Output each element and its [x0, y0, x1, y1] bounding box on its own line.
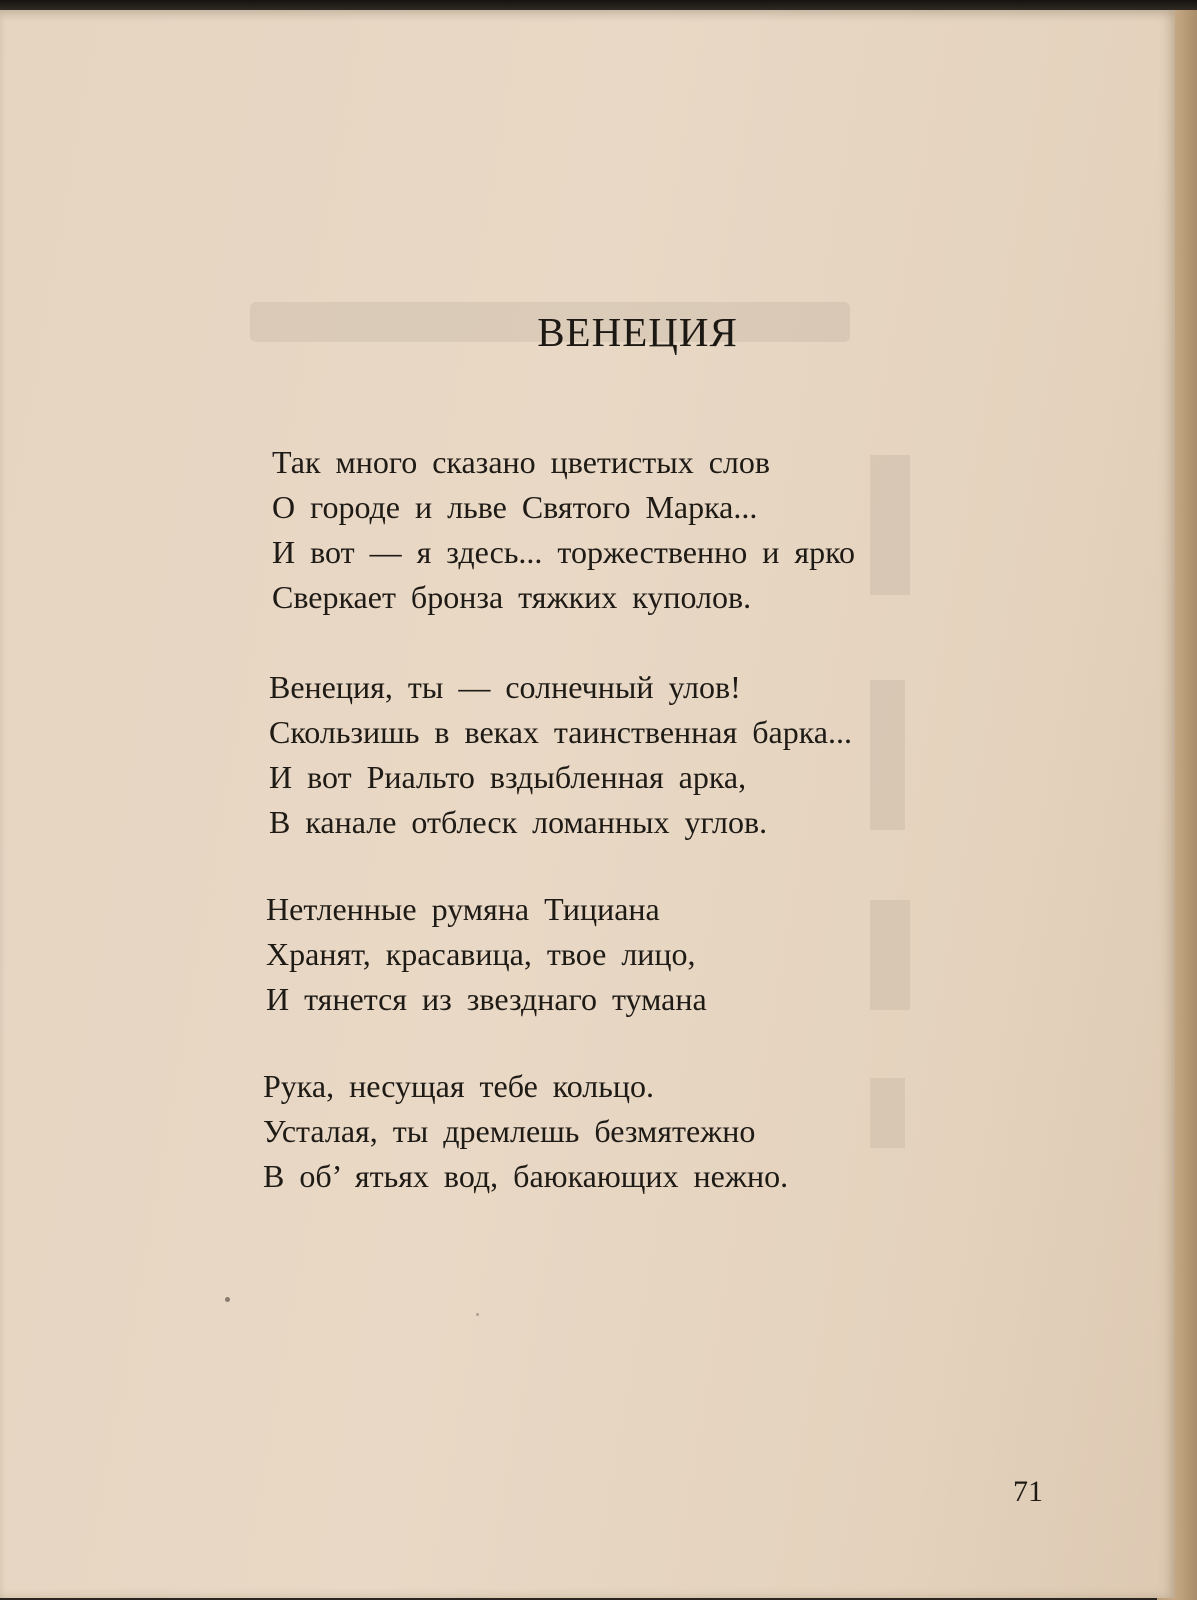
- poem-line: Нетленные румяна Тициана: [266, 891, 660, 927]
- show-through-text: [870, 1078, 905, 1148]
- stanza-2: [269, 665, 852, 845]
- poem-line: И вот Риальто вздыбленная арка,: [269, 759, 747, 795]
- poem-line: Рука, несущая тебе кольцо.: [263, 1068, 654, 1104]
- poem-line: Сверкает бронза тяжких куполов.: [272, 579, 752, 615]
- poem-line: В канале отблеск ломанных углов.: [269, 804, 768, 840]
- poem-line: Так много сказано цветистых слов: [272, 444, 770, 480]
- page-number: 71: [1013, 1475, 1043, 1508]
- poem-line: О городе и льве Святого Марка...: [272, 489, 758, 525]
- show-through-text: [870, 900, 910, 1010]
- poem-line: Усталая, ты дремлешь безмятежно: [263, 1113, 756, 1149]
- stanza-1: [272, 440, 855, 620]
- poem-line: В об’ ятьях вод, баюкающих нежно.: [263, 1158, 789, 1194]
- stanza-4: [263, 1064, 788, 1199]
- show-through-text: [870, 455, 910, 595]
- poem-line: Скользишь в веках таинственная барка...: [269, 714, 852, 750]
- poem-line: Хранят, красавица, твое лицо,: [266, 936, 696, 972]
- book-page: [0, 10, 1175, 1598]
- paper-speck: [225, 1297, 230, 1302]
- poem-line: Венеция, ты — солнечный улов!: [269, 669, 741, 705]
- poem-line: И вот — я здесь... торжественно и ярко: [272, 534, 855, 570]
- poem-title: ВЕНЕЦИЯ: [537, 309, 738, 355]
- stanza-3: [266, 887, 707, 1022]
- paper-speck: [476, 1313, 479, 1316]
- show-through-text: [870, 680, 905, 830]
- poem-line: И тянется из звезднаго тумана: [266, 981, 707, 1017]
